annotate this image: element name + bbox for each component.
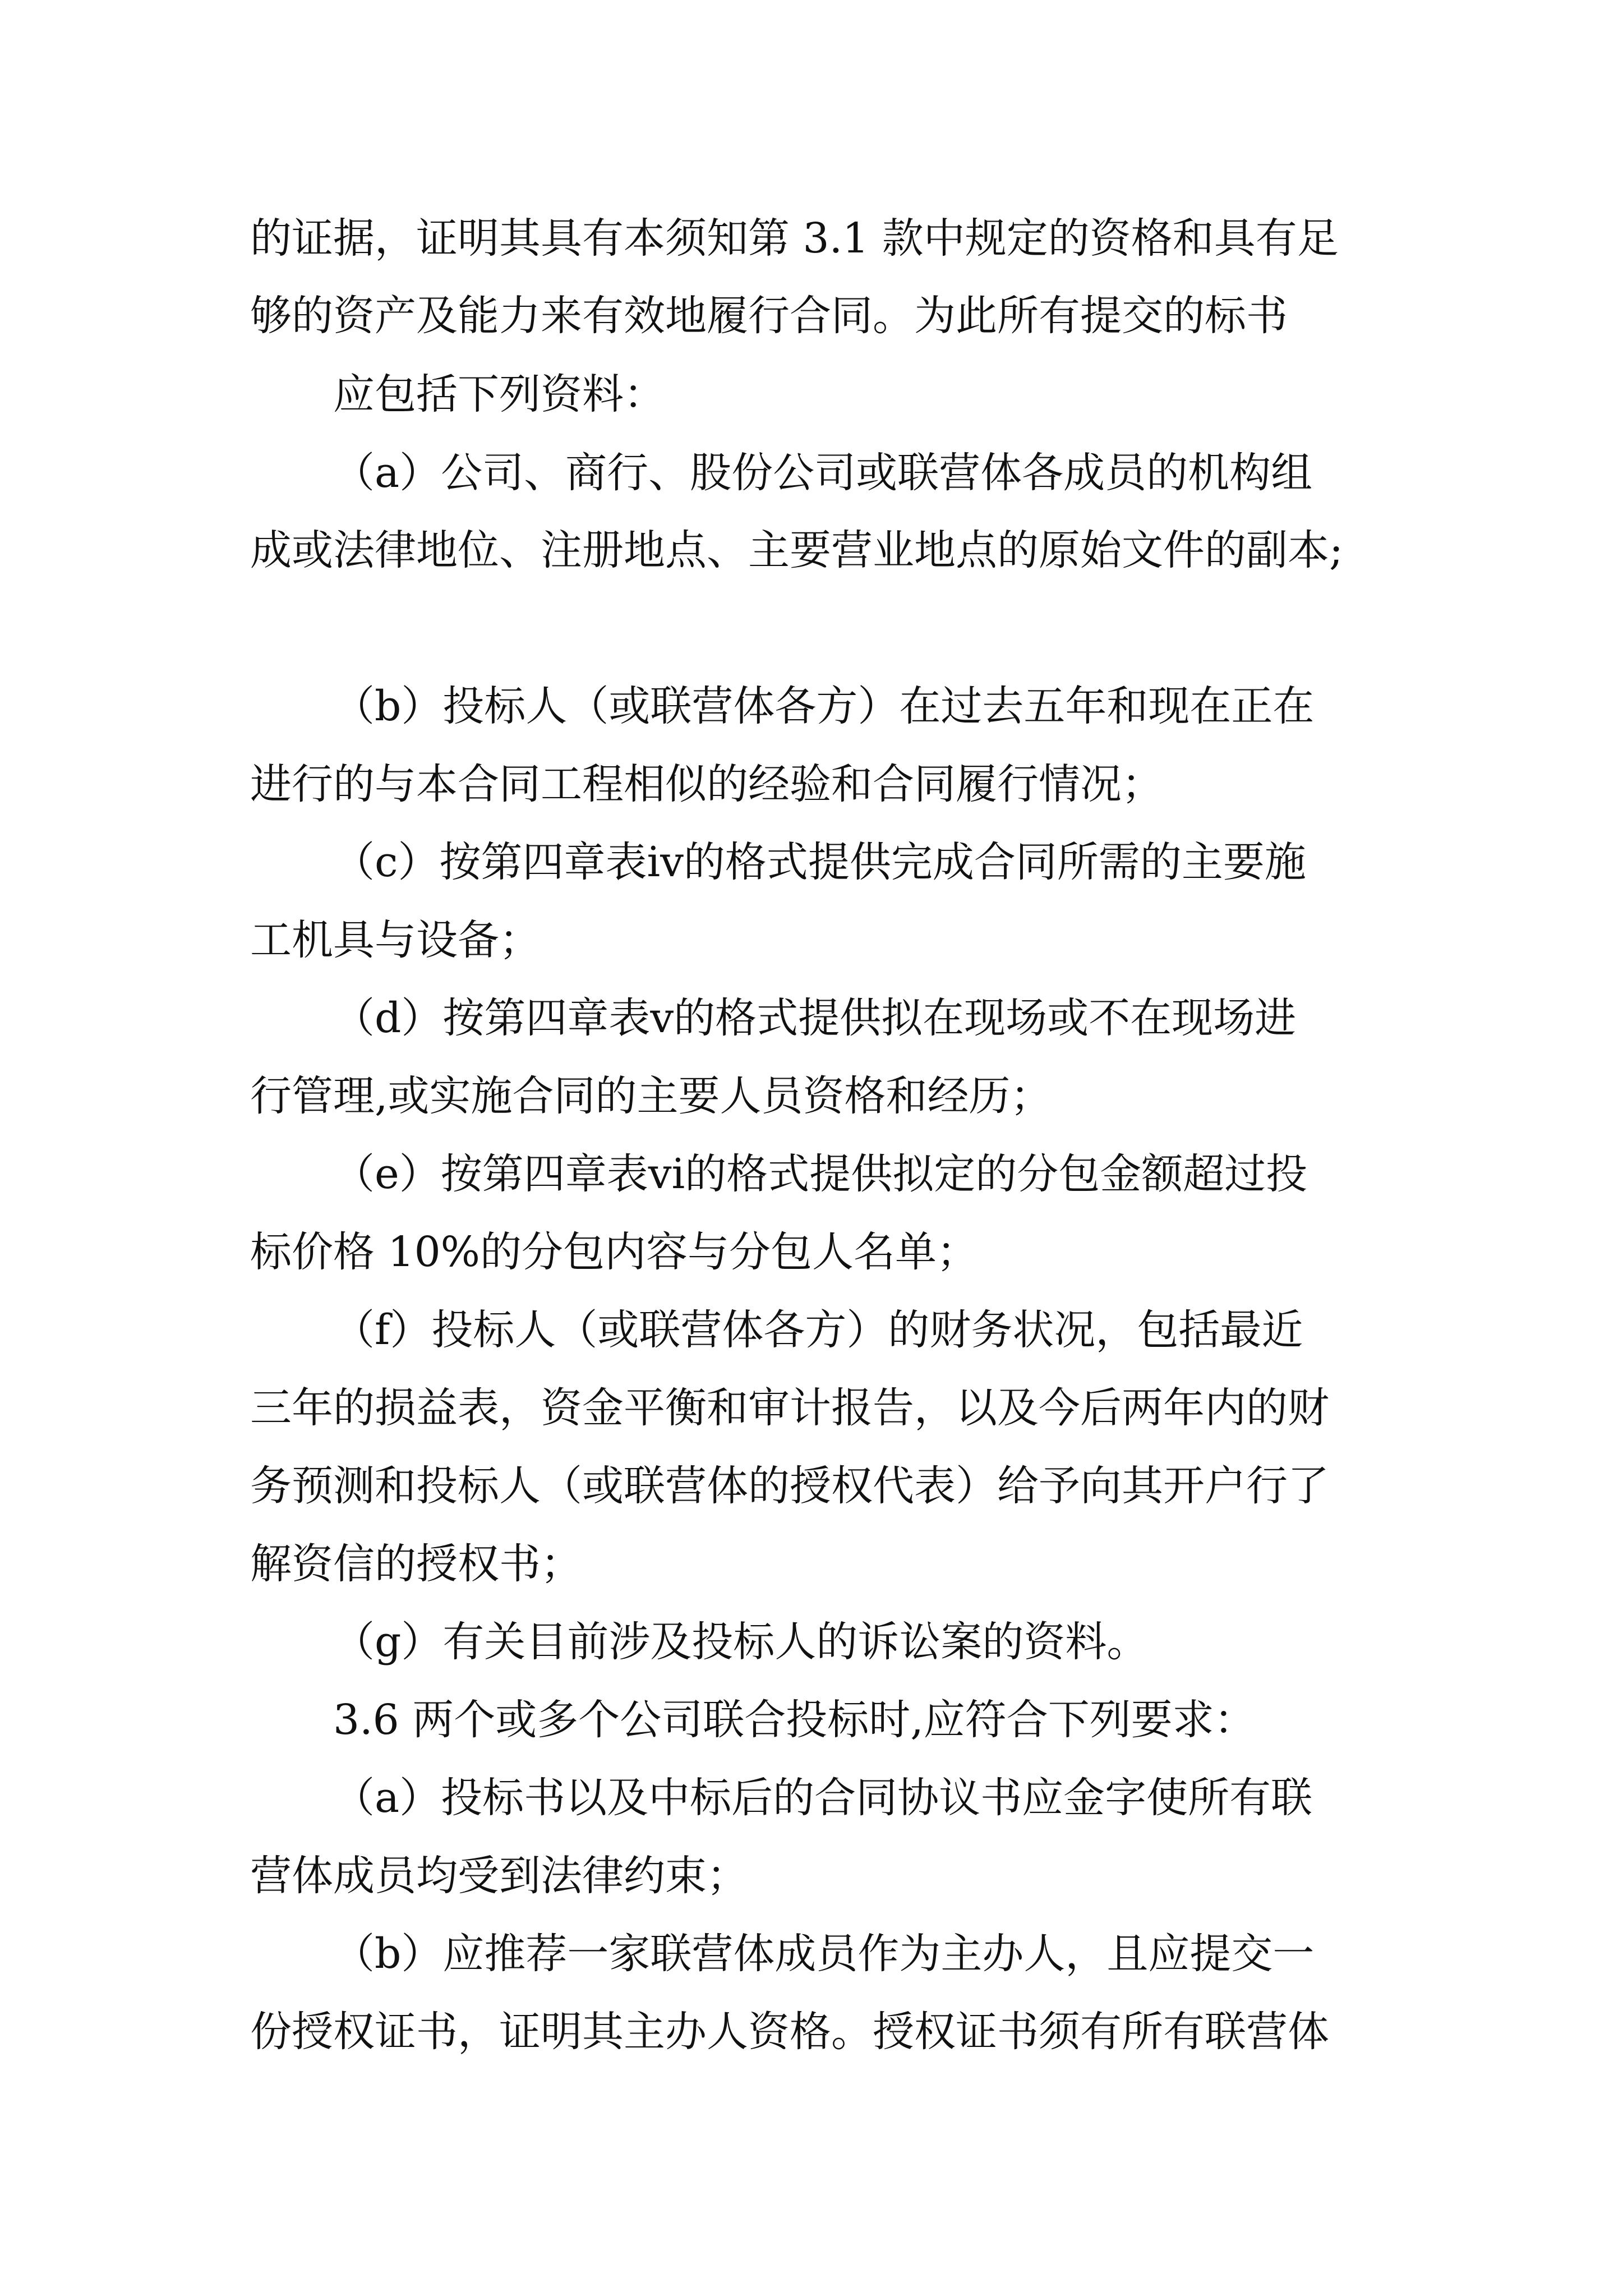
text-line: 的证据，证明其具有本须知第 3.1 款中规定的资格和具有足 <box>250 214 1339 263</box>
text-line: 3.6 两个或多个公司联合投标时,应符合下列要求： <box>333 1696 1256 1744</box>
text-line: （b）应推荐一家联营体成员作为主办人，且应提交一 <box>333 1930 1315 1978</box>
text-line: 够的资产及能力来有效地履行合同。为此所有提交的标书 <box>250 292 1288 340</box>
text-line: 工机具与设备； <box>250 916 541 964</box>
text-line: （b）投标人（或联营体各方）在过去五年和现在正在 <box>333 682 1315 730</box>
text-line: 应包括下列资料： <box>333 370 665 418</box>
text-line: 标价格 10%的分包内容与分包人名单； <box>250 1228 978 1276</box>
text-line: （g）有关目前涉及投标人的诉讼案的资料。 <box>333 1618 1149 1666</box>
text-line: 行管理,或实施合同的主要人员资格和经历； <box>250 1072 1052 1120</box>
text-line: （a）投标书以及中标后的合同协议书应金字使所有联 <box>333 1774 1313 1822</box>
text-line: （e）按第四章表ⅵ的格式提供拟定的分包金额超过投 <box>333 1150 1308 1198</box>
text-line: （f）投标人（或联营体各方）的财务状况，包括最近 <box>333 1306 1303 1354</box>
text-line: （d）按第四章表ⅴ的格式提供拟在现场或不在现场进 <box>333 994 1297 1042</box>
text-line: 进行的与本合同工程相似的经验和合同履行情况； <box>250 760 1163 808</box>
text-line: 解资信的授权书； <box>250 1540 582 1588</box>
text-line: 三年的损益表，资金平衡和审计报告，以及今后两年内的财 <box>250 1384 1329 1432</box>
text-line: （a）公司、商行、股份公司或联营体各成员的机构组 <box>333 449 1313 497</box>
text-line: 成或法律地位、注册地点、主要营业地点的原始文件的副本; <box>250 526 1343 574</box>
text-line: 营体成员均受到法律约束； <box>250 1852 748 1900</box>
text-line: 份授权证书，证明其主办人资格。授权证书须有所有联营体 <box>250 2008 1329 2056</box>
text-line: （c）按第四章表ⅳ的格式提供完成合同所需的主要施 <box>333 838 1306 886</box>
text-line: 务预测和投标人（或联营体的授权代表）给予向其开户行了 <box>250 1462 1329 1510</box>
